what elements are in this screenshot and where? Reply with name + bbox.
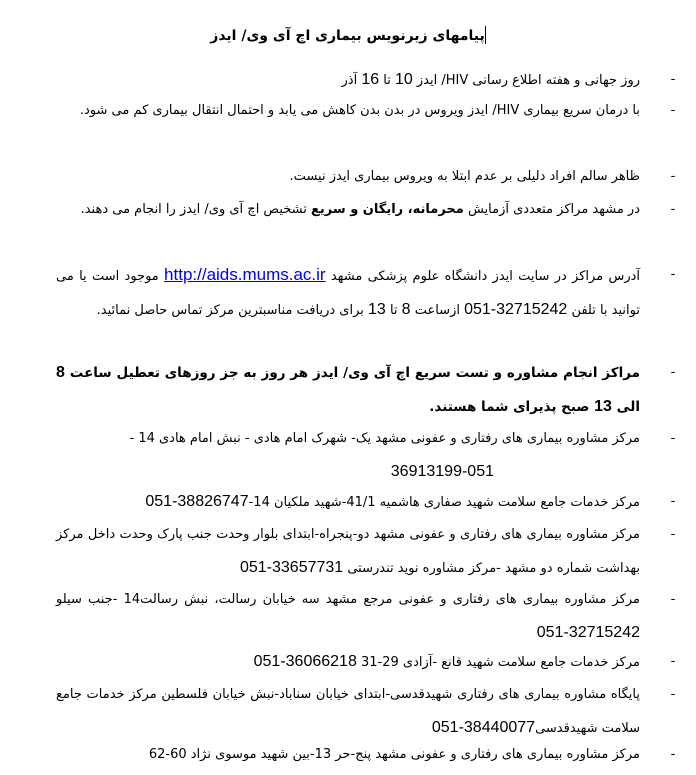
item-text: 33657731-051: [239, 559, 344, 576]
bullet-dash: -: [670, 169, 676, 184]
bullet-dash: -: [670, 431, 676, 446]
item-text: ازساعت: [410, 303, 465, 318]
bullet-dash: -: [670, 747, 676, 762]
title-text: پیامهای زیرنویس بیماری اچ آی وی/ ایدز: [210, 28, 485, 44]
item-text: مراکز انجام مشاوره و تست سریع اچ آی وی/ ایدز هر روز به جز روزهای تعطیل ساعت: [64, 365, 640, 381]
item-text: آدرس مراکز در سایت ایدز دانشگاه علوم پزشکی مشهد: [325, 269, 640, 284]
item-text: 36066218-051: [253, 653, 357, 670]
item-text: الی: [611, 399, 640, 415]
aids-site-link[interactable]: http://aids.mums.ac.ir: [164, 265, 326, 284]
list-item: [56, 160, 676, 193]
bullet-dash: -: [670, 267, 676, 282]
bullet-dash: -: [670, 365, 676, 380]
list-item: [56, 678, 676, 745]
list-item: [56, 485, 676, 519]
list-item: [56, 63, 676, 97]
item-text: برای دریافت مناسبترین مرکز تماس حاصل نمائید.: [96, 303, 369, 318]
list-item: [56, 96, 676, 125]
item-text: 16: [361, 71, 380, 88]
bullet-dash: -: [670, 72, 676, 87]
item-text: ظاهر سالم افراد دلیلی بر عدم ابتلا به ویروس بیماری ایدز نیست.: [289, 169, 640, 184]
list-item: [56, 422, 676, 488]
item-text: آذر: [341, 73, 362, 88]
bullet-dash: -: [670, 687, 676, 702]
bullet-dash: -: [670, 527, 676, 542]
item-text: پایگاه مشاوره بیماری های رفتاری شهیدقدسی-ابتدای خیابان سناباد-نبش خیابان فلسطین مرکز خدمات جامع سلامت شهیدقدسی: [56, 687, 640, 736]
item-text: 8: [56, 364, 65, 381]
bullet-dash: -: [670, 202, 676, 217]
item-text: 8: [401, 301, 411, 318]
list-item: [56, 645, 676, 679]
bullet-dash: -: [670, 494, 676, 509]
item-text: صبح پذیرای شما هستند.: [429, 399, 595, 415]
list-item: [56, 356, 676, 424]
document-title: [0, 26, 696, 46]
list-item: [56, 193, 676, 226]
item-text: مرکز خدمات جامع سلامت شهید صفاری هاشمیه 41/1-شهید ملکیان 14-: [248, 495, 640, 510]
bullet-dash: -: [670, 654, 676, 669]
item-text: تا: [385, 303, 402, 318]
item-text: مرکز مشاوره بیماری های رفتاری و عفونی مرجع مشهد سه خیابان رسالت، نبش رسالت14 -جنب سیلو: [56, 592, 640, 607]
item-text: 13: [368, 301, 386, 318]
item-text: 38440077-051: [431, 719, 536, 736]
item-text: 10: [394, 71, 413, 88]
item-text: 38826747-051: [145, 493, 249, 510]
item-text: مرکز خدمات جامع سلامت شهید قانع -آزادی 29-31: [356, 655, 640, 670]
item-text: در مشهد مراکز متعددی آزمایش: [463, 202, 640, 217]
list-item: [56, 738, 676, 771]
item-text: روز جهانی و هفته اطلاع رسانی HIV/ ایدز: [412, 73, 640, 88]
bullet-dash: -: [670, 103, 676, 118]
bullet-dash: -: [670, 592, 676, 607]
item-text: تا: [379, 73, 395, 88]
item-text: موجود است یا می توانید با تلفن: [56, 269, 640, 318]
text-cursor: [485, 26, 486, 44]
list-item: [56, 258, 676, 327]
item-text: مرکز مشاوره بیماری های رفتاری و عفونی مشهد دو-پنجراه-ابتدای بلوار وحدت جنب پارک وحدت داخل مرکز بهداشت شماره دو مشهد -مرکز مشاوره نوید تندرستی: [56, 527, 640, 576]
item-text: 13: [594, 398, 612, 415]
list-item: [56, 583, 676, 650]
item-text: محرمانه، رایگان و سریع: [311, 202, 464, 217]
item-text: با درمان سریع بیماری HIV/ ایدز ویروس در بدن بدن کاهش می یابد و احتمال انتقال بیماری کم می شود.: [79, 103, 640, 118]
item-text: تشخیص اچ آی وی/ ایدز را انجام می دهند.: [80, 202, 312, 217]
item-text: 32715242-051: [536, 624, 640, 641]
list-item: [56, 518, 676, 585]
item-text: 32715242-051: [464, 301, 568, 318]
item-text: 36913199-051: [390, 463, 494, 480]
item-text: مرکز مشاوره بیماری های رفتاری و عفونی مشهد یک- شهرک امام هادی - نبش امام هادی 14 -: [129, 431, 640, 446]
item-text: مرکز مشاوره بیماری های رفتاری و عفونی مشهد پنج-حر 13-بین شهید موسوی نژاد 60-62: [148, 747, 640, 762]
